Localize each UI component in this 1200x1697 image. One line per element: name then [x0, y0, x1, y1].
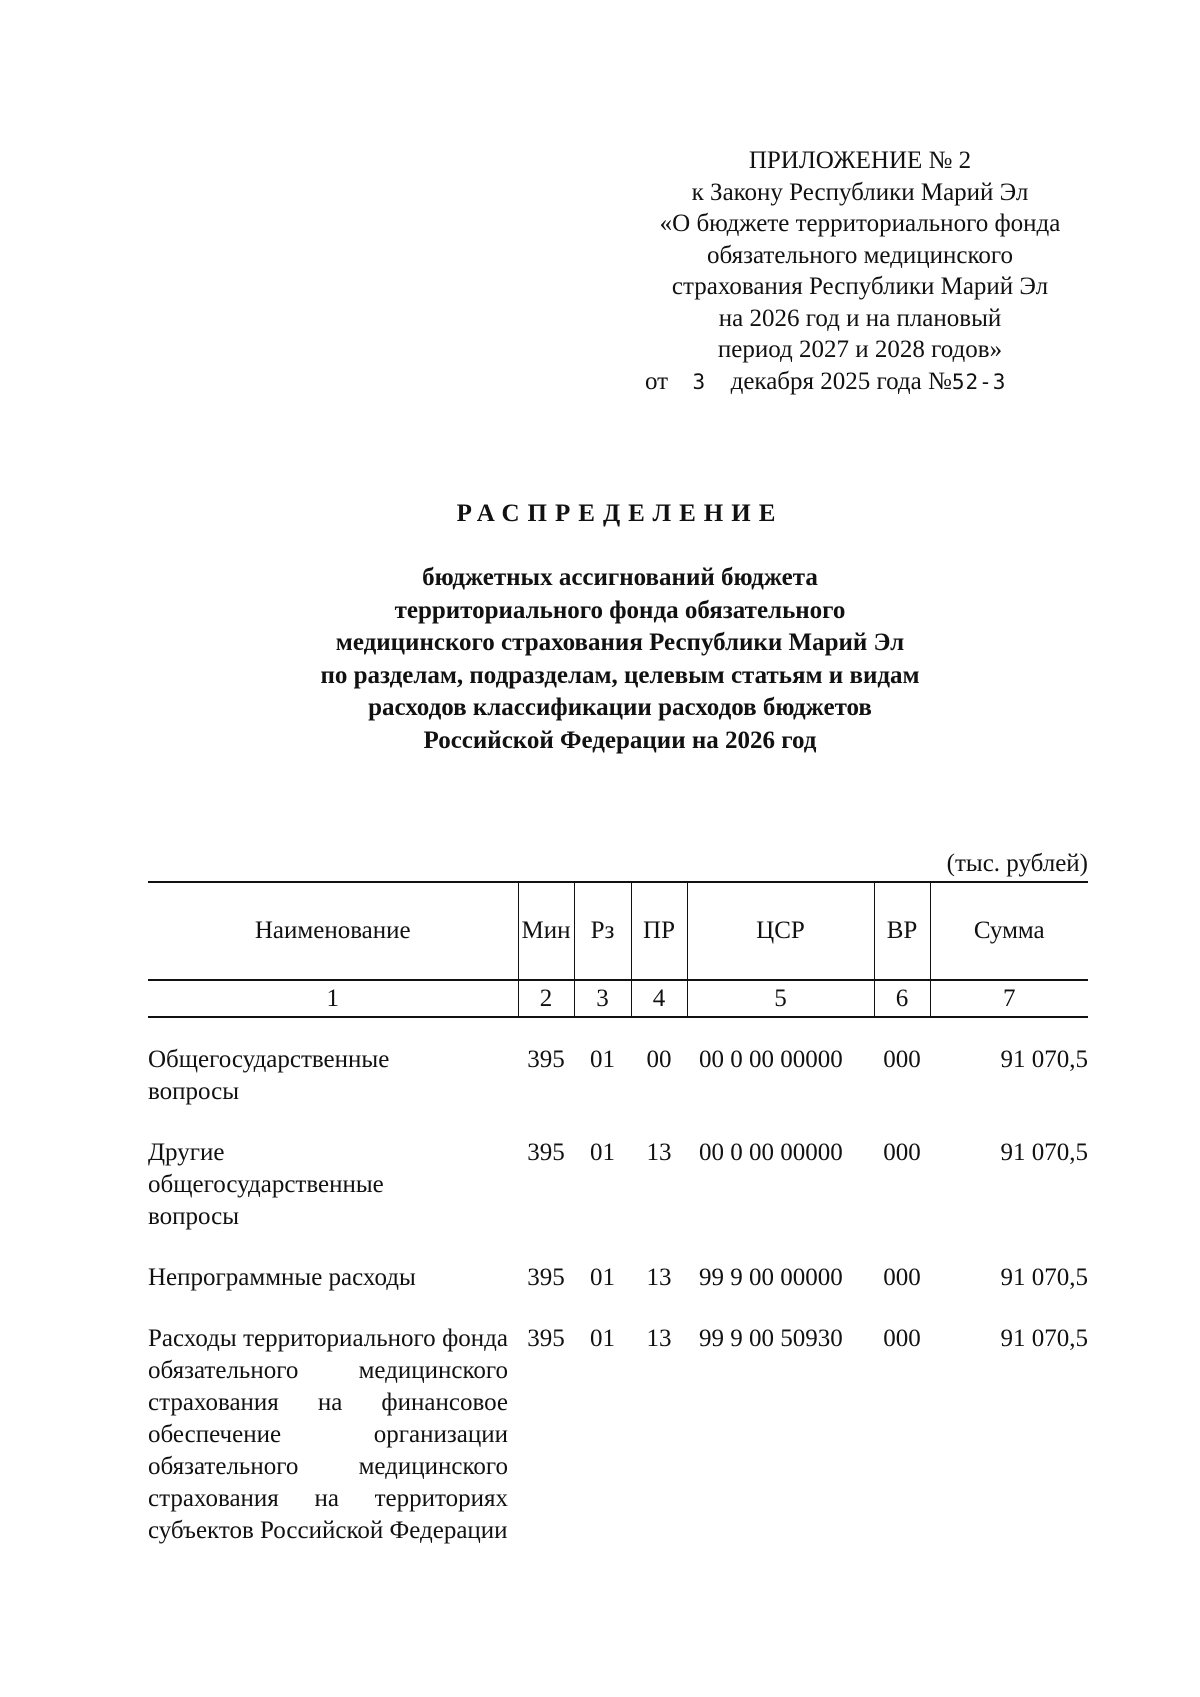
- units-label: (тыс. рублей): [946, 850, 1088, 877]
- row-sum: 91 070,5: [1000, 1046, 1088, 1073]
- subtitle-line: расходов классификации расходов бюджетов: [368, 694, 872, 721]
- column-number: 5: [687, 980, 874, 1017]
- table-row: [148, 1233, 1088, 1294]
- row-name-line: вопросы: [148, 1078, 240, 1105]
- table-row: [148, 1294, 1088, 1547]
- row-name: Расходы территориального фонда обязательного медицинского страхования на финансовое обеспечение организации обязательного медицинского страхования на территориях субъектов Российской Федерации: [148, 1325, 508, 1544]
- row-pr: 00: [646, 1046, 672, 1073]
- table-header-row: [148, 882, 1088, 980]
- row-name: [148, 1108, 518, 1233]
- date-prefix: от: [645, 367, 669, 395]
- row-sum: 91 070,5: [1000, 1264, 1088, 1291]
- subtitle-line: территориального фонда обязательного: [394, 596, 846, 624]
- row-sum: 91 070,5: [1000, 1325, 1088, 1352]
- column-number: 6: [874, 980, 930, 1017]
- appendix-line: «О бюджете территориального фонда: [659, 210, 1061, 237]
- law-date-line: [615, 366, 1105, 399]
- header-sum: Сумма: [930, 882, 1088, 980]
- header-rz: Рз: [574, 882, 631, 980]
- budget-table: [148, 881, 1088, 1547]
- appendix-line: период 2027 и 2028 годов»: [717, 336, 1003, 363]
- subtitle-line: медицинского страхования Республики Марий Эл: [335, 629, 905, 656]
- appendix-line: на 2026 год и на плановый: [718, 304, 1002, 332]
- document-subtitle: [180, 562, 1060, 757]
- subtitle-line: Российской Федерации на 2026 год: [423, 726, 817, 754]
- header-vr: ВР: [874, 882, 930, 980]
- row-rz: 01: [590, 1325, 615, 1352]
- law-number: 52-З: [951, 369, 1007, 394]
- column-number: 2: [518, 980, 574, 1017]
- header-csr: ЦСР: [687, 882, 874, 980]
- appendix-line: обязательного медицинского: [706, 241, 1013, 269]
- row-min: 395: [527, 1264, 565, 1291]
- row-rz: 01: [590, 1264, 615, 1291]
- row-csr: 00 0 00 00000: [699, 1046, 843, 1073]
- column-number-row: [148, 980, 1088, 1017]
- row-name-line: Непрограммные расходы: [148, 1264, 416, 1291]
- row-csr: 00 0 00 00000: [699, 1139, 843, 1166]
- subtitle-line: по разделам, подразделам, целевым статьям и видам: [320, 661, 920, 689]
- row-csr: 99 9 00 00000: [699, 1264, 843, 1291]
- row-vr: 000: [883, 1046, 921, 1073]
- column-number: 7: [930, 980, 1088, 1017]
- row-vr: 000: [883, 1325, 921, 1352]
- row-name-line: Другие: [148, 1139, 225, 1166]
- table-row: [148, 1017, 1088, 1108]
- row-pr: 13: [646, 1325, 672, 1352]
- row-name-line: Общегосударственные: [148, 1046, 390, 1073]
- row-min: 395: [527, 1139, 565, 1166]
- budget-table-container: [148, 881, 1088, 1547]
- row-min: 395: [527, 1325, 565, 1352]
- column-number: 3: [574, 980, 631, 1017]
- table-row: [148, 1108, 1088, 1233]
- column-number: 1: [148, 980, 518, 1017]
- row-rz: 01: [590, 1139, 615, 1166]
- appendix-header: [615, 145, 1105, 398]
- date-day: 3: [692, 369, 707, 394]
- row-min: 395: [527, 1046, 565, 1073]
- header-name: Наименование: [148, 882, 518, 980]
- appendix-line: страхования Республики Марий Эл: [671, 273, 1049, 300]
- row-name-line: вопросы: [148, 1203, 240, 1230]
- row-name-line: общегосударственные: [148, 1171, 384, 1198]
- row-rz: 01: [590, 1046, 615, 1073]
- header-min: Мин: [518, 882, 574, 980]
- row-pr: 13: [646, 1139, 672, 1166]
- column-number: 4: [631, 980, 687, 1017]
- subtitle-line: бюджетных ассигнований бюджета: [422, 564, 818, 591]
- row-pr: 13: [646, 1264, 672, 1291]
- row-name: [148, 1233, 518, 1294]
- row-sum: 91 070,5: [1000, 1139, 1088, 1166]
- row-name: [148, 1017, 518, 1108]
- appendix-line: ПРИЛОЖЕНИЕ № 2: [748, 147, 972, 174]
- row-csr: 99 9 00 50930: [699, 1325, 843, 1352]
- row-vr: 000: [883, 1264, 921, 1291]
- document-title: РАСПРЕДЕЛЕНИЕ: [456, 500, 784, 527]
- appendix-line: к Закону Республики Марий Эл: [691, 178, 1029, 206]
- date-text: декабря 2025 года №: [730, 367, 952, 395]
- header-pr: ПР: [631, 882, 687, 980]
- row-vr: 000: [883, 1139, 921, 1166]
